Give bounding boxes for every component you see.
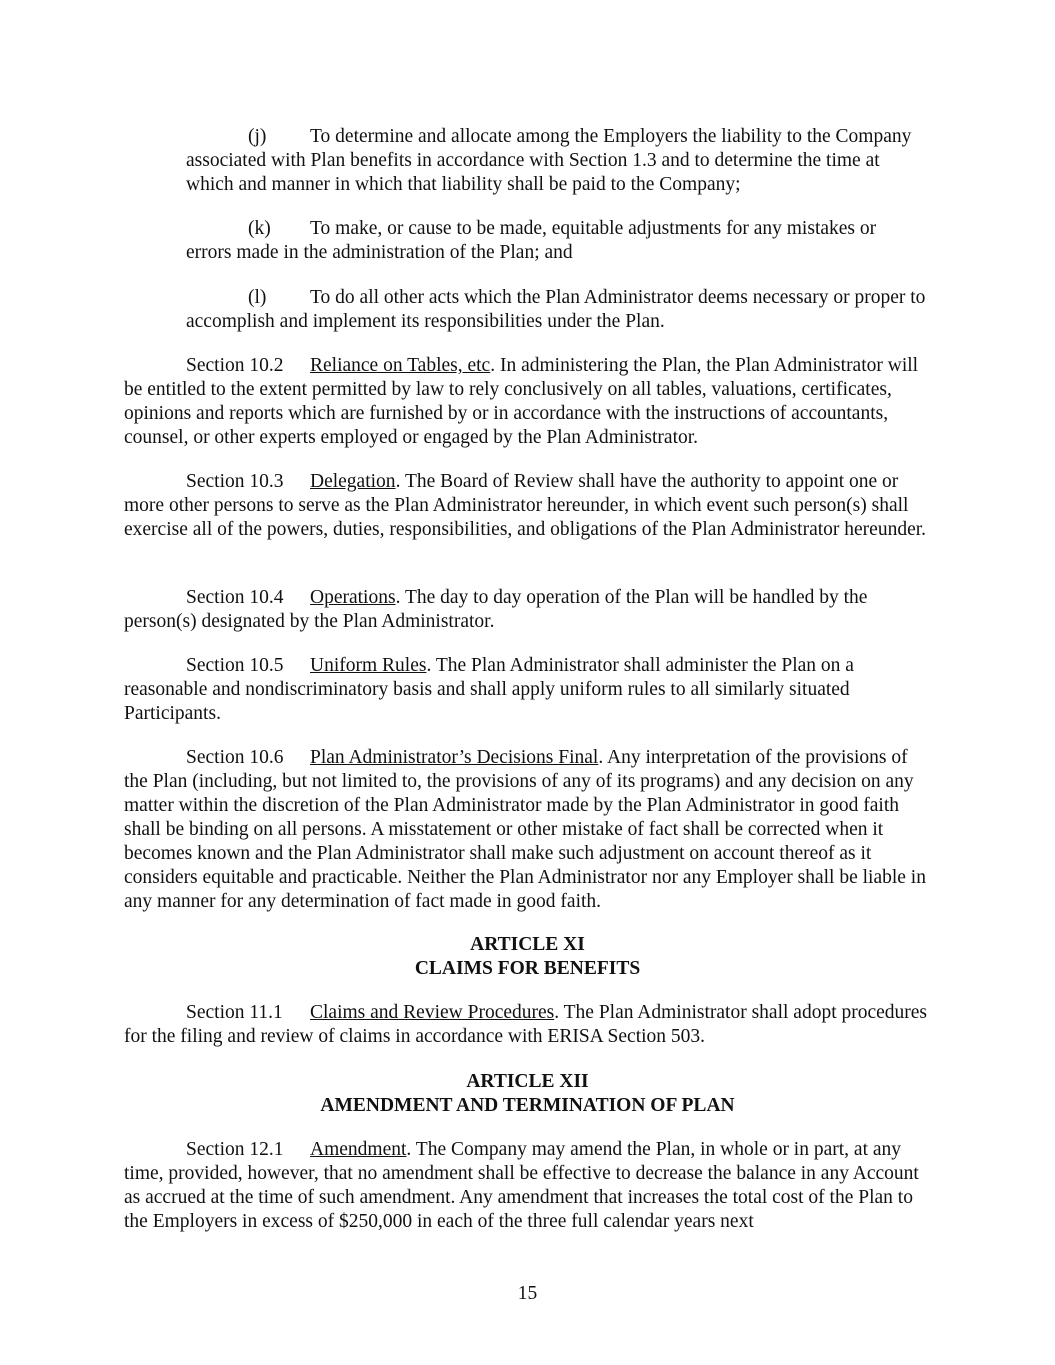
- section-number: Section 10.2: [186, 355, 284, 376]
- section-number: Section 10.4: [186, 587, 284, 608]
- section-number: Section 10.5: [186, 655, 284, 676]
- section-text: . The day to day operation of the Plan will be handled by the person(s) designated by the Plan Administrator.: [124, 587, 868, 632]
- section-text: . The Plan Administrator shall adopt procedures for the filing and review of claims in accordance with ERISA Section 503.: [124, 1002, 928, 1047]
- article-xi-heading: [0, 933, 1055, 981]
- section-12-1: [124, 1138, 934, 1234]
- item-label: (l): [248, 287, 267, 308]
- section-title: Uniform Rules: [310, 655, 427, 676]
- section-title: Operations: [310, 587, 396, 608]
- item-text: To make, or cause to be made, equitable adjustments for any mistakes or errors made in the administration of the Plan; and: [186, 218, 877, 263]
- article-xii-heading: [0, 1070, 1055, 1118]
- section-title: Plan Administrator’s Decisions Final: [310, 747, 599, 768]
- item-label: (k): [248, 218, 271, 239]
- section-title: Claims and Review Procedures: [310, 1002, 555, 1023]
- section-text: . In administering the Plan, the Plan Administrator will be entitled to the extent permitted by law to rely conclusively on all tables, valuations, certificates, opinions and reports which are furnished by or in accordance with the instructions of accountants, counsel, or other experts employed or engaged by the Plan Administrator.: [124, 355, 919, 448]
- section-10-6: [124, 746, 934, 914]
- section-number: Section 11.1: [186, 1002, 283, 1023]
- list-item-j: [186, 125, 926, 197]
- section-title: Reliance on Tables, etc: [310, 355, 491, 376]
- item-label: (j): [248, 126, 267, 147]
- section-number: Section 10.6: [186, 747, 284, 768]
- item-text: To do all other acts which the Plan Administrator deems necessary or proper to accomplish and implement its responsibilities under the Plan.: [186, 287, 926, 332]
- article-title: AMENDMENT AND TERMINATION OF PLAN: [320, 1095, 735, 1116]
- section-text: . Any interpretation of the provisions of the Plan (including, but not limited to, the provisions of any of its programs) and any decision on any matter within the discretion of the Plan Administrator made by the Plan Administrator in good faith shall be binding on all persons. A misstatement or other mistake of fact shall be corrected when it becomes known and the Plan Administrator shall make such adjustment on account thereof as it considers equitable and practicable. Neither the Plan Administrator nor any Employer shall be liable in any manner for any determination of fact made in good faith.: [124, 747, 926, 912]
- article-number: ARTICLE XI: [470, 934, 585, 955]
- section-10-3: [124, 470, 934, 542]
- item-text: To determine and allocate among the Employers the liability to the Company associated with Plan benefits in accordance with Section 1.3 and to determine the time at which and manner in which that liability shall be paid to the Company;: [186, 126, 912, 195]
- section-title: Delegation: [310, 471, 396, 492]
- article-title: CLAIMS FOR BENEFITS: [414, 958, 641, 979]
- page-number: 15: [517, 1283, 538, 1304]
- section-number: Section 10.3: [186, 471, 284, 492]
- article-number: ARTICLE XII: [466, 1071, 589, 1092]
- section-10-4: [124, 586, 934, 634]
- section-text: . The Company may amend the Plan, in whole or in part, at any time, provided, however, that no amendment shall be effective to decrease the balance in any Account as accrued at the time of such amendment. Any amendment that increases the total cost of the Plan to the Employers in excess of $250,000 in each of the three full calendar years next: [124, 1139, 919, 1232]
- section-11-1: [124, 1001, 934, 1049]
- list-item-k: [186, 217, 926, 265]
- section-10-2: [124, 354, 934, 450]
- section-text: . The Plan Administrator shall administer the Plan on a reasonable and nondiscriminatory basis and shall apply uniform rules to all similarly situated Participants.: [124, 655, 854, 724]
- section-10-5: [124, 654, 934, 726]
- section-number: Section 12.1: [186, 1139, 284, 1160]
- section-title: Amendment: [310, 1139, 407, 1160]
- list-item-l: [186, 286, 926, 334]
- section-text: . The Board of Review shall have the authority to appoint one or more other persons to serve as the Plan Administrator hereunder, in which event such person(s) shall exercise all of the powers, duties, responsibilities, and obligations of the Plan Administrator hereunder.: [124, 471, 927, 540]
